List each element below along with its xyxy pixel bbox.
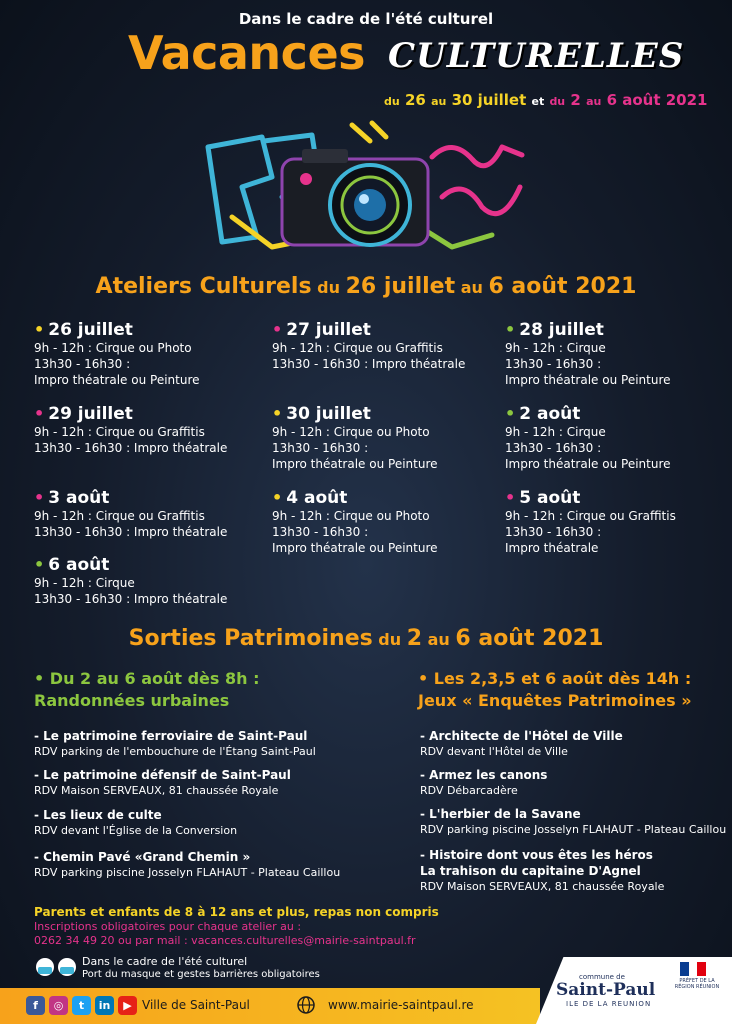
day-line: Impro théatrale ou Peinture: [505, 457, 671, 471]
prefet-text: PRÉFET DE LA RÉGION RÉUNION: [674, 978, 720, 990]
day-line: 9h - 12h : Cirque ou Photo: [272, 425, 430, 439]
bullet-icon: •: [34, 320, 45, 339]
day-line: Impro théatrale: [505, 541, 599, 555]
date-26: 26: [404, 91, 426, 109]
sortie-rdv: RDV devant l'Hôtel de Ville: [420, 745, 568, 758]
sortie-rdv: RDV parking de l'embouchure de l'Étang Saint-Paul: [34, 745, 316, 758]
day-line: 13h30 - 16h30 : Impro théatrale: [34, 525, 228, 539]
day-label: 30 juillet: [286, 404, 371, 424]
day-line: 13h30 - 16h30 : Impro théatrale: [34, 592, 228, 606]
sorties-title-au: au: [427, 630, 450, 649]
day-line: 9h - 12h : Cirque ou Photo: [272, 509, 430, 523]
day-heading: [34, 555, 274, 575]
day-label: 6 août: [48, 555, 110, 575]
day-line: 13h30 - 16h30 : Impro théatrale: [34, 441, 228, 455]
day-line: 13h30 - 16h30 :: [34, 357, 131, 371]
info-contact: 0262 34 49 20 ou par mail : vacances.culturelles@mairie-saintpaul.fr: [34, 934, 416, 947]
day-block-6-aout: [34, 555, 274, 607]
ateliers-title-end: 6 août 2021: [488, 274, 637, 299]
randonnees-heading-title: Randonnées urbaines: [34, 691, 230, 710]
sorties-title-start: 2: [406, 626, 423, 651]
title-culturelles: CULTURELLES: [388, 36, 685, 76]
day-line: 13h30 - 16h30 :: [505, 441, 602, 455]
ateliers-title-du: du: [317, 278, 340, 297]
day-line: 9h - 12h : Cirque ou Graffitis: [34, 425, 205, 439]
sortie-item: [34, 728, 354, 759]
jeux-heading-date: • Les 2,3,5 et 6 août dès 14h :: [418, 669, 692, 688]
day-label: 3 août: [48, 488, 110, 508]
ateliers-title-main: Ateliers Culturels: [95, 274, 312, 299]
bullet-icon: •: [272, 320, 283, 339]
bullet-icon: •: [505, 488, 516, 507]
sortie-item: [420, 806, 732, 837]
bullet-icon: •: [34, 488, 45, 507]
date-au-2: au: [586, 95, 602, 108]
day-line: 9h - 12h : Cirque ou Graffitis: [505, 509, 676, 523]
day-block-2-aout: [505, 404, 732, 472]
sorties-title-end: 6 août 2021: [455, 626, 604, 651]
day-line: Impro théatrale ou Peinture: [272, 541, 438, 555]
day-line: 9h - 12h : Cirque ou Graffitis: [272, 341, 443, 355]
mask-notice-line1: Dans le cadre de l'été culturel: [82, 955, 248, 968]
day-line: 9h - 12h : Cirque: [505, 425, 606, 439]
linkedin-icon[interactable]: in: [95, 996, 114, 1015]
day-line: 13h30 - 16h30 : Impro théatrale: [272, 357, 466, 371]
bullet-icon: •: [272, 404, 283, 423]
day-heading: [34, 320, 274, 340]
sortie-title: - Les lieux de culte: [34, 808, 162, 822]
logo-subtitle: ILE DE LA REUNION: [566, 1000, 652, 1008]
twitter-icon[interactable]: t: [72, 996, 91, 1015]
day-block-3-aout: [34, 488, 274, 540]
sorties-title-main: Sorties Patrimoines: [128, 626, 373, 651]
day-label: 4 août: [286, 488, 348, 508]
day-block-27-juillet: [272, 320, 512, 372]
randonnees-heading: [34, 668, 260, 712]
sortie-item: [420, 847, 732, 894]
day-label: 29 juillet: [48, 404, 133, 424]
globe-icon: [296, 995, 316, 1015]
day-label: 28 juillet: [519, 320, 604, 340]
day-heading: [505, 488, 732, 508]
sortie-item: [420, 728, 732, 759]
social-page-name[interactable]: Ville de Saint-Paul: [142, 998, 250, 1012]
mask-notice: [82, 955, 320, 981]
sortie-rdv: RDV devant l'Église de la Conversion: [34, 824, 238, 837]
randonnees-heading-date: • Du 2 au 6 août dès 8h :: [34, 669, 260, 688]
bullet-icon: •: [272, 488, 283, 507]
title-vacances: Vacances: [128, 26, 366, 80]
day-block-28-juillet: [505, 320, 732, 388]
day-block-4-aout: [272, 488, 512, 556]
day-block-30-juillet: [272, 404, 512, 472]
sortie-title: - Histoire dont vous êtes les héros: [420, 848, 653, 862]
sortie-rdv: RDV Débarcadère: [420, 784, 518, 797]
day-label: 2 août: [519, 404, 581, 424]
date-du: du: [384, 95, 400, 108]
sortie-title: - L'herbier de la Savane: [420, 807, 581, 821]
date-au: au: [431, 95, 447, 108]
day-line: 9h - 12h : Cirque: [505, 341, 606, 355]
day-heading: [34, 488, 274, 508]
bullet-icon: •: [34, 555, 45, 574]
day-line: 13h30 - 16h30 :: [505, 525, 602, 539]
info-block: [34, 904, 454, 948]
day-heading: [505, 404, 732, 424]
date-du-2: du: [549, 95, 566, 108]
day-label: 5 août: [519, 488, 581, 508]
day-line: 13h30 - 16h30 :: [505, 357, 602, 371]
sortie-title: - Armez les canons: [420, 768, 548, 782]
jeux-heading-title: Jeux « Enquêtes Patrimoines »: [418, 691, 692, 710]
youtube-icon[interactable]: ▶: [118, 996, 137, 1015]
day-heading: [272, 488, 512, 508]
mask-notice-line2: Port du masque et gestes barrières obligatoires: [82, 969, 320, 980]
sortie-rdv: RDV parking piscine Josselyn FLAHAUT - Plateau Caillou: [34, 866, 341, 879]
sortie-rdv: RDV Maison SERVEAUX, 81 chaussée Royale: [420, 880, 665, 893]
day-label: 27 juillet: [286, 320, 371, 340]
ateliers-title-au: au: [460, 278, 483, 297]
sortie-item: [34, 767, 354, 798]
info-public: Parents et enfants de 8 à 12 ans et plus, repas non compris: [34, 905, 439, 919]
sortie-item: [34, 849, 354, 880]
ateliers-title: [0, 274, 732, 299]
french-flag-icon: [680, 962, 706, 976]
date-et: et: [531, 95, 545, 108]
website-link[interactable]: www.mairie-saintpaul.re: [328, 998, 474, 1012]
date-30-juillet: 30 juillet: [451, 91, 527, 109]
day-line: 9h - 12h : Cirque ou Photo: [34, 341, 192, 355]
day-line: Impro théatrale ou Peinture: [34, 373, 200, 387]
instagram-icon[interactable]: ◎: [49, 996, 68, 1015]
day-heading: [272, 404, 512, 424]
day-line: 13h30 - 16h30 :: [272, 525, 369, 539]
sorties-title-du: du: [378, 630, 402, 649]
facebook-icon[interactable]: f: [26, 996, 45, 1015]
sortie-rdv: RDV Maison SERVEAUX, 81 chaussée Royale: [34, 784, 279, 797]
day-heading: [34, 404, 274, 424]
day-line: 9h - 12h : Cirque: [34, 576, 135, 590]
saint-paul-logo: Saint-Paul: [556, 980, 656, 1000]
sortie-title: - Architecte de l'Hôtel de Ville: [420, 729, 623, 743]
sortie-title: - Le patrimoine défensif de Saint-Paul: [34, 768, 291, 782]
bullet-icon: •: [505, 404, 516, 423]
day-line: 13h30 - 16h30 :: [272, 441, 369, 455]
bullet-icon: •: [505, 320, 516, 339]
camera-graffiti-illustration: [202, 117, 528, 265]
sortie-item: [34, 807, 354, 838]
date-2: 2: [570, 91, 581, 109]
jeux-heading: [418, 668, 692, 712]
day-line: 9h - 12h : Cirque ou Graffitis: [34, 509, 205, 523]
sortie-title: - Le patrimoine ferroviaire de Saint-Paul: [34, 729, 308, 743]
day-line: Impro théatrale ou Peinture: [505, 373, 671, 387]
day-heading: [272, 320, 512, 340]
day-heading: [505, 320, 732, 340]
info-inscriptions: Inscriptions obligatoires pour chaque atelier au :: [34, 920, 302, 933]
face-mask-icon: [34, 956, 78, 978]
day-block-26-juillet: [34, 320, 274, 388]
pre-title: Dans le cadre de l'été culturel: [238, 10, 494, 28]
sortie-item: [420, 767, 732, 798]
day-block-5-aout: [505, 488, 732, 556]
sortie-rdv: RDV parking piscine Josselyn FLAHAUT - Plateau Caillou: [420, 823, 727, 836]
ateliers-title-start: 26 juillet: [345, 274, 456, 299]
bullet-icon: •: [34, 404, 45, 423]
date-6-aout: 6 août 2021: [606, 91, 708, 109]
day-block-29-juillet: [34, 404, 274, 456]
day-line: Impro théatrale ou Peinture: [272, 457, 438, 471]
date-range: [384, 91, 707, 109]
day-label: 26 juillet: [48, 320, 133, 340]
sorties-title: [0, 626, 732, 651]
sortie-subtitle: La trahison du capitaine D'Agnel: [420, 864, 641, 878]
sortie-title: - Chemin Pavé «Grand Chemin »: [34, 850, 251, 864]
logo-commune-text: commune de: [579, 973, 625, 981]
